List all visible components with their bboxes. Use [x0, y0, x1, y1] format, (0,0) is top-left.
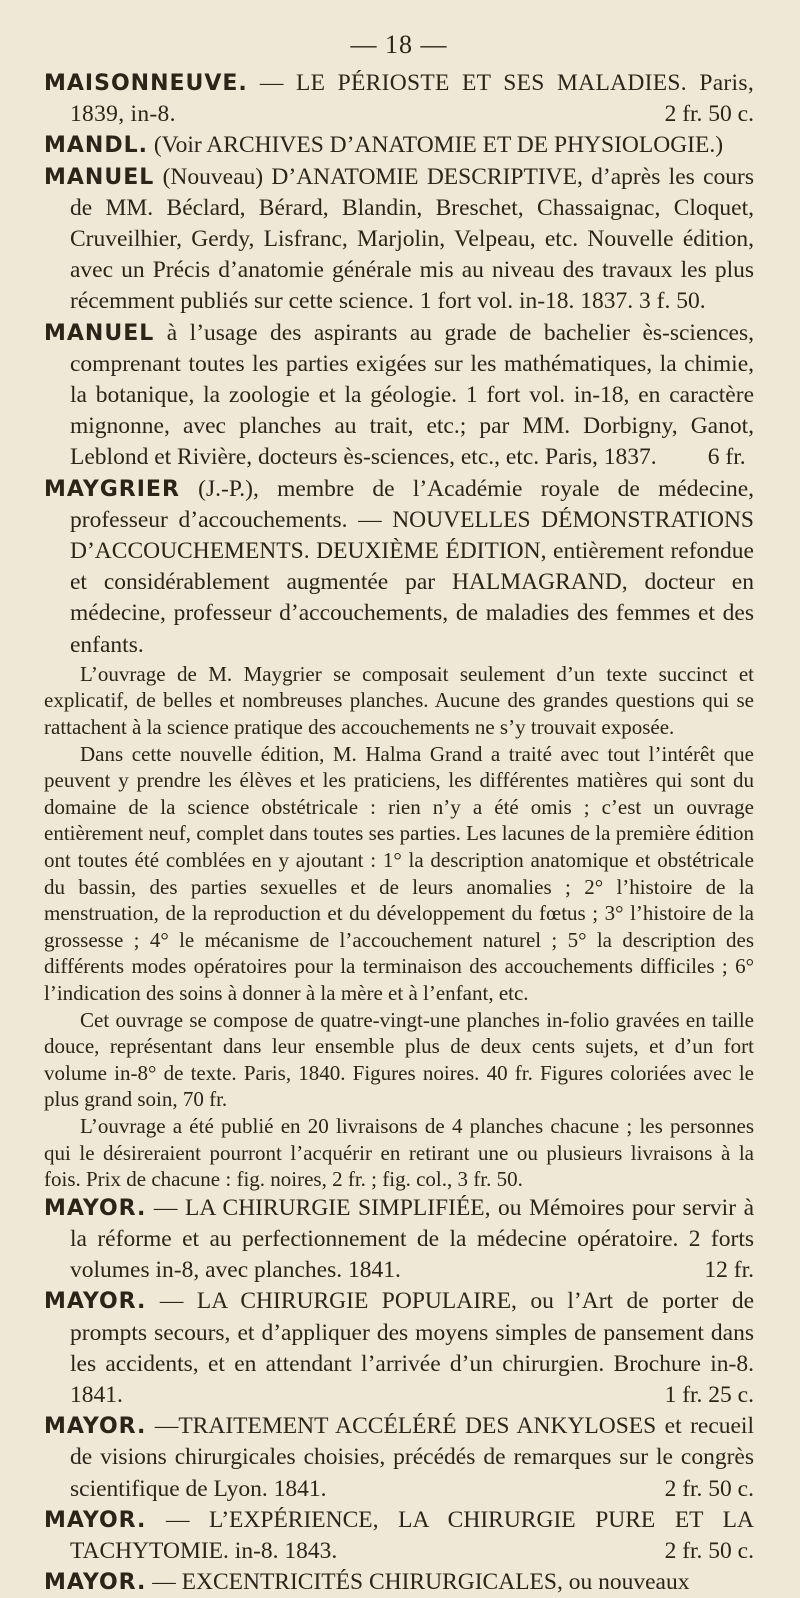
entry-headword: MAYOR.: [44, 1289, 147, 1315]
entry-price: 2 fr. 50 c.: [664, 1537, 754, 1564]
entry-headword: MAISONNEUVE.: [44, 71, 248, 96]
catalog-entry: [44, 1286, 754, 1411]
catalog-entry: [44, 68, 754, 130]
description-paragraph: Cet ouvrage se compose de quatre-vingt-une planches in-folio gravées en taille douce, représentant dans leur ensemble plus de deux cents sujets, et d’un fort volume in-8° de texte. Paris, 1840. Figures noires. 40 fr. Figures coloriées avec le plus grand soin, 70 fr.: [44, 1007, 754, 1112]
catalog-entry: [44, 130, 754, 161]
catalog-entry: [44, 318, 754, 474]
entry-text: (Nouveau) D’ANATOMIE DESCRIPTIVE, d’après les cours de MM. Béclard, Bérard, Blandin, Breschet, Chassaignac, Cloquet, Cruveilhier, Gerdy, Lisfranc, Marjolin, Velpeau, etc. Nouvelle édition, avec un Précis d’anatomie générale mis au niveau des travaux les plus récemment publiés sur cette science. 1 fort vol. in-18. 1837. 3 f. 50.: [70, 163, 755, 315]
catalog-entry: [44, 474, 754, 661]
entry-text: — L’EXPÉRIENCE, LA CHIRURGIE PURE ET LA TACHYTOMIE. in-8. 1843.: [70, 1506, 755, 1564]
catalog-entry: [44, 1193, 754, 1287]
catalog-entry: [44, 1567, 754, 1598]
entry-price: 12 fr.: [704, 1257, 754, 1284]
description-paragraph: L’ouvrage de M. Maygrier se composait seulement d’un texte succinct et explicatif, de belles et nombreuses planches. Aucune des grandes questions qui se rattachent à la science pratique des accouchements ne s’y trouvait exposée.: [44, 661, 754, 740]
catalog-entry: [44, 162, 754, 318]
entry-headword: MAYOR.: [44, 1195, 147, 1221]
entry-text: — LE PÉRIOSTE ET SES MALADIES. Paris, 1839, in-8.: [70, 70, 754, 128]
entry-text: (Voir ARCHIVES D’ANATOMIE ET DE PHYSIOLOGIE.): [153, 132, 724, 159]
entry-text: — LA CHIRURGIE POPULAIRE, ou l’Art de porter de prompts secours, et d’appliquer des moyens simples de pansement dans les accidents, et en attendant l’arrivée d’un chirurgien. Brochure in-8. 1841.: [70, 1288, 754, 1408]
entry-text: à l’usage des aspirants au grade de bachelier ès-sciences, comprenant toutes les parties exigées sur les mathématiques, la chimie, la botanique, la zoologie et la géologie. 1 fort vol. in-18, en caractère mignonne, avec planches au trait, etc.; par MM. Dorbigny, Ganot, Leblond et Rivière, docteurs ès-sciences, etc., etc. Paris, 1837.: [70, 319, 755, 471]
catalog-entry: [44, 1411, 754, 1505]
entry-headword: MAYOR.: [44, 1414, 147, 1440]
entry-headword: MAYOR.: [44, 1507, 147, 1533]
entry-headword: MAYGRIER: [44, 476, 180, 502]
catalog-entry: [44, 1505, 754, 1567]
entry-price: 6 fr.: [707, 444, 746, 471]
entry-text: (J.-P.), membre de l’Académie royale de médecine, professeur d’accouchements. — NOUVELLES DÉMONSTRATIONS D’ACCOUCHEMENTS. DEUXIÈME ÉDITION, entièrement refondue et considérablement augmentée par HALMAGRAND, docteur en médecine, professeur d’accouchements, de maladies des femmes et des enfants.: [70, 475, 755, 658]
entry-text: —TRAITEMENT ACCÉLÉRÉ DES ANKYLOSES et recueil de visions chirurgicales choisies, précédés de remarques sur le congrès scientifique de Lyon. 1841.: [70, 1413, 754, 1502]
entry-headword: MANUEL: [44, 320, 155, 346]
entry-price: 2 fr. 50 c.: [664, 1475, 754, 1502]
description-paragraph: L’ouvrage a été publié en 20 livraisons de 4 planches chacune ; les personnes qui le désireraient pourront l’acquérir en retirant une ou plusieurs livraisons à la fois. Prix de chacune : fig. noires, 2 fr. ; fig. col., 3 fr. 50.: [44, 1113, 754, 1192]
page-number: — 18 —: [350, 30, 448, 59]
entry-headword: MANDL.: [44, 133, 148, 159]
description-paragraph: Dans cette nouvelle édition, M. Halma Grand a traité avec tout l’intérêt que peuvent y prendre les élèves et les praticiens, les différentes matières qui sont du domaine de la science obstétricale : rien n’y a été omis ; c’est un ouvrage entièrement neuf, complet dans toutes ses parties. Les lacunes de la première édition ont toutes été comblées en y ajoutant : 1° la description anatomique et obstétricale du bassin, des parties sexuelles et de leurs anomalies ; 2° l’histoire de la menstruation, de la reproduction et du développement du fœtus ; 3° l’histoire de la grossesse ; 4° le mécanisme de l’accouchement naturel ; 5° la description des différents modes opératoires pour la terminaison des accouchements difficiles ; 6° l’indication des soins à donner à la mère et à l’enfant, etc.: [44, 741, 754, 1005]
entry-headword: MANUEL: [44, 164, 155, 190]
entry-text: — EXCENTRICITÉS CHIRURGICALES, ou nouveaux: [152, 1569, 690, 1596]
entry-headword: MAYOR.: [44, 1570, 147, 1596]
entry-price: 1 fr. 25 c.: [664, 1381, 754, 1408]
entry-price: 2 fr. 50 c.: [664, 101, 754, 128]
entry-text: — LA CHIRURGIE SIMPLIFIÉE, ou Mémoires pour servir à la réforme et au perfectionnement de la médecine opératoire. 2 forts volumes in-8, avec planches. 1841.: [70, 1194, 755, 1284]
